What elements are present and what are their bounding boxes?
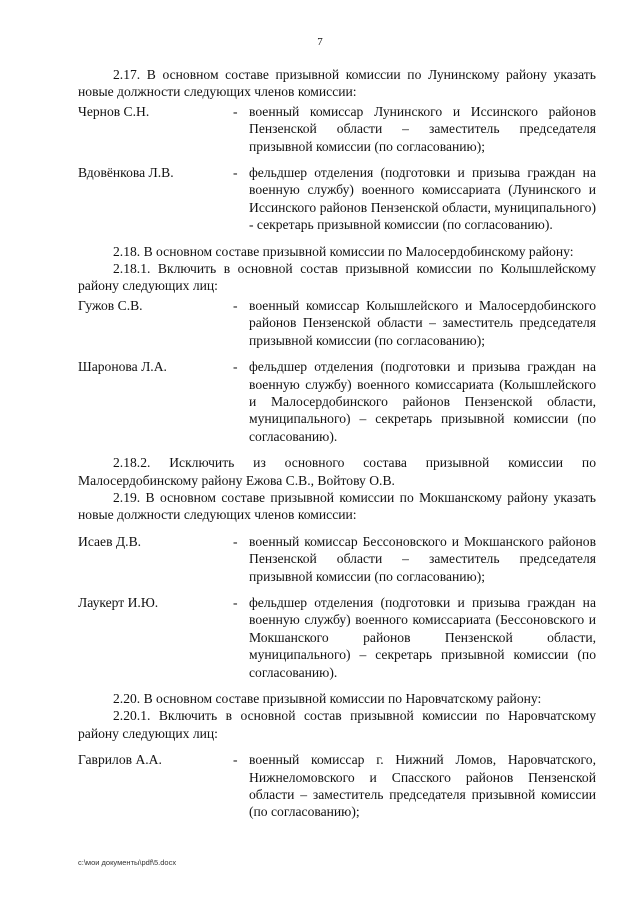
member-name: Исаев Д.В. <box>78 533 142 549</box>
member-role: военный комиссар Колышлейского и Малосердобинского районов Пензенской области – заместитель председателя призывной комиссии (по согласованию); <box>249 297 596 348</box>
member-row <box>78 164 596 234</box>
member-dash: - <box>233 752 238 768</box>
member-role: фельдшер отделения (подготовки и призыва граждан на военную службу) военного комиссариата (Колышлейского и Малосердобинского районов Пензенской области, муниципального) – секретарь призывной комиссии (по согласованию). <box>249 359 596 444</box>
paragraph-2-18-1: 2.18.1. Включить в основной состав призывной комиссии по Колышлейскому району следующих лиц: <box>78 261 596 294</box>
member-role: фельдшер отделения (подготовки и призыва граждан на военную службу) военного комиссариата (Бессоновского и Мокшанского районов Пензенской области, муниципального) – секретарь призывной комиссии (по согласованию). <box>249 594 596 680</box>
member-role: военный комиссар Бессоновского и Мокшанского районов Пензенской области – заместитель председателя призывной комиссии (по согласованию); <box>249 533 596 584</box>
paragraph-2-20: 2.20. В основном составе призывной комиссии по Наровчатскому району: <box>113 691 542 706</box>
member-name: Шаронова Л.А. <box>78 359 167 375</box>
member-row <box>78 103 596 155</box>
member-name: Гаврилов А.А. <box>78 752 162 768</box>
member-dash: - <box>233 165 238 181</box>
member-row <box>78 594 596 681</box>
page-number: 7 <box>317 36 323 48</box>
member-name: Гужов С.В. <box>78 297 143 313</box>
paragraph-2-18-2: 2.18.2. Исключить из основного состава призывной комиссии по Малосердобинскому району Ежова С.В., Войтову О.В. <box>78 455 596 488</box>
paragraph-2-20-1: 2.20.1. Включить в основной состав призывной комиссии по Наровчатскому району следующих лиц: <box>78 708 596 741</box>
member-name: Лаукерт И.Ю. <box>78 594 159 610</box>
paragraph-2-18: 2.18. В основном составе призывной комиссии по Малосердобинскому району: <box>113 243 574 259</box>
member-row <box>78 297 596 349</box>
member-row <box>78 533 596 585</box>
member-dash: - <box>233 297 238 313</box>
member-role: военный комиссар г. Нижний Ломов, Наровчатского, Нижнеломовского и Спасского районов Пензенской области – заместитель председателя призывной комиссии (по согласованию); <box>249 752 596 820</box>
member-dash: - <box>233 533 238 549</box>
member-name: Чернов С.Н. <box>78 103 150 119</box>
document-body <box>78 66 596 821</box>
paragraph-2-19: 2.19. В основном составе призывной комиссии по Мокшанскому району указать новые должности следующих членов комиссии: <box>78 489 596 523</box>
member-row <box>78 358 596 445</box>
member-dash: - <box>233 594 238 610</box>
footer-file-path: c:\мои документы\pdf\5.docx <box>78 858 177 867</box>
member-dash: - <box>233 359 238 375</box>
paragraph-2-17: 2.17. В основном составе призывной комиссии по Лунинскому району указать новые должности следующих членов комиссии: <box>78 67 596 100</box>
member-role: фельдшер отделения (подготовки и призыва граждан на военную службу) военного комиссариата (Лунинского и Иссинского районов Пензенской области, муниципального) - секретарь призывной комиссии (по согласованию). <box>249 165 596 233</box>
member-role: военный комиссар Лунинского и Иссинского районов Пензенской области – заместитель председателя призывной комиссии (по согласованию); <box>249 103 596 154</box>
member-row <box>78 751 596 821</box>
member-name: Вдовёнкова Л.В. <box>78 165 174 181</box>
member-dash: - <box>233 103 238 119</box>
